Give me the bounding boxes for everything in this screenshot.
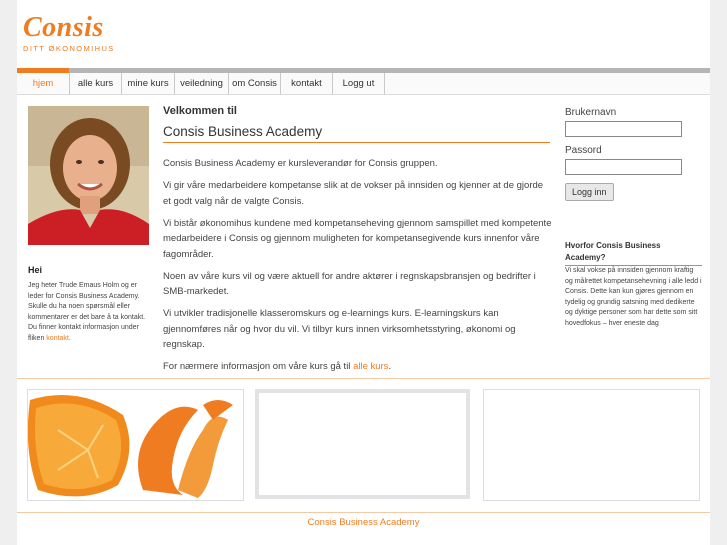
- username-label: Brukernavn: [565, 107, 617, 118]
- nav-item-veiledning[interactable]: veiledning: [175, 73, 229, 94]
- logo-tagline: DITT ØKONOMIHUS: [23, 44, 115, 53]
- login-button[interactable]: Logg inn: [565, 183, 614, 201]
- paragraph-1: Consis Business Academy er kursleverandør for Consis gruppen.: [163, 158, 438, 169]
- main-content: [163, 156, 553, 381]
- orange-peel-image: [27, 389, 244, 501]
- username-input[interactable]: [565, 121, 682, 137]
- footer-divider: [17, 512, 710, 513]
- logo-name: Consis: [23, 12, 104, 43]
- nav-item-kontakt[interactable]: kontakt: [281, 73, 333, 94]
- main-nav: [17, 68, 710, 95]
- nav-item-mine-kurs[interactable]: mine kurs: [122, 73, 175, 94]
- paragraph-6-end: .: [388, 361, 392, 372]
- password-input[interactable]: [565, 159, 682, 175]
- nav-item-logg-ut[interactable]: Logg ut: [333, 73, 385, 94]
- all-courses-link[interactable]: alle kurs: [353, 361, 389, 372]
- contact-link[interactable]: kontakt: [46, 334, 69, 342]
- empty-image-box: [255, 389, 470, 499]
- why-heading: Hvorfor Consis Business Academy?: [565, 240, 702, 266]
- paragraph-6: [163, 359, 553, 375]
- paragraph-6-text: For nærmere informasjon om våre kurs gå til: [163, 361, 354, 372]
- page-title: Consis Business Academy: [163, 124, 550, 143]
- nav-item-hjem[interactable]: hjem: [17, 73, 70, 94]
- intro-body: Jeg heter Trude Emaus Holm og er leder for Consis Business Academy. Skulle du ha noen spørsmål eller kommentarer er det bare å ta kontakt. Du finner kontakt informasjon under fliken: [28, 282, 146, 342]
- divider: [17, 378, 710, 379]
- intro-text: [28, 281, 152, 344]
- intro-heading: Hei: [28, 265, 43, 275]
- why-text: Vi skal vokse på innsiden gjennom kraftig og målrettet kompetansehevning i alle ledd i Consis. Dette kan kun gjøres gjennom en tydelig og grundig satsning med dedikerte og dyktige personer som har dette som sitt hovedfokus – hver eneste dag: [565, 267, 702, 327]
- paragraph-5: Vi utvikler tradisjonelle klasseromskurs og e-learnings kurs. E-learningskurs kan gjennomføres når og hvor du vil. Vi tilbyr kurs innen virksomhetsstyring, økonomi og regnskap.: [163, 308, 516, 350]
- nav-item-alle-kurs[interactable]: alle kurs: [70, 73, 122, 94]
- welcome-heading: Velkommen til: [163, 105, 237, 117]
- password-label: Passord: [565, 145, 602, 156]
- login-form: [565, 106, 682, 201]
- logo[interactable]: [23, 14, 115, 53]
- empty-box-right: [483, 389, 700, 501]
- intro-end: .: [68, 334, 71, 342]
- paragraph-4: Noen av våre kurs vil og være aktuell for andre aktører i regnskapsbransjen og bedrifter i SMB-markedet.: [163, 270, 536, 297]
- paragraph-2: Vi gir våre medarbeidere kompetanse slik at de vokser på innsiden og kjenner at de gjorde et godt valg når de valgte Consis.: [163, 180, 544, 207]
- nav-item-om-consis[interactable]: om Consis: [229, 73, 281, 94]
- footer-text: Consis Business Academy: [307, 517, 420, 528]
- paragraph-3: Vi bistår økonomihus kundene med kompetanseheving gjennom samspillet med kompetente medarbeidere i Consis og gjennom muligheten for kompetansegivende kurs innenfor våre fagområder.: [163, 217, 552, 260]
- profile-photo: [28, 106, 149, 245]
- page: [17, 0, 710, 545]
